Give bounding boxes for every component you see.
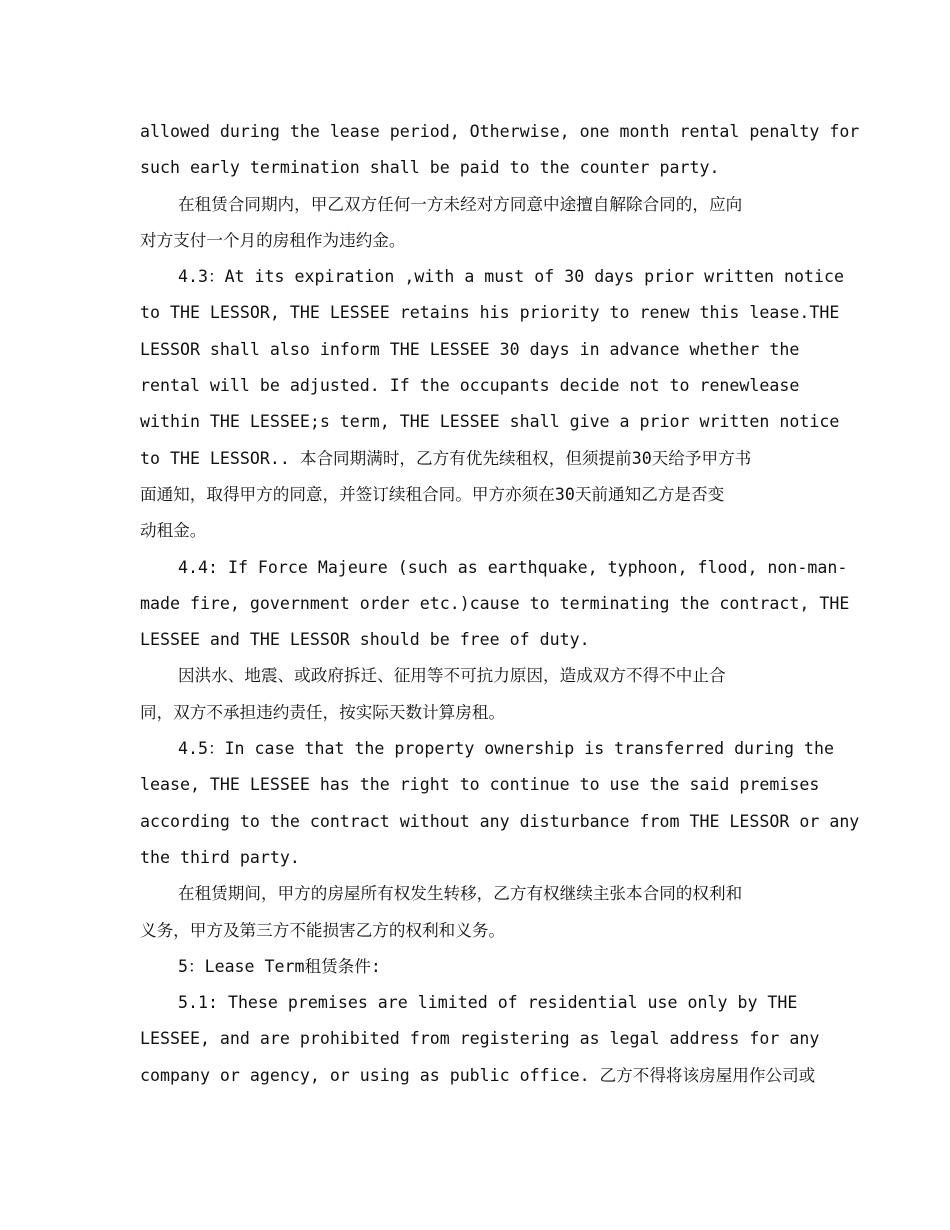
clause-4-3-heading: 4.3：At its expiration ,with a must of 30 days prior written notice	[178, 267, 844, 287]
text-line: 同，双方不承担违约责任，按实际天数计算房租。	[140, 702, 506, 722]
text-line: 对方支付一个月的房租作为违约金。	[140, 230, 406, 250]
clause-5-1-heading: 5.1: These premises are limited of residential use only by THE	[178, 993, 798, 1013]
clause-4-4-heading: 4.4: If Force Majeure (such as earthquake, typhoon, flood, non-man-	[178, 557, 848, 577]
text-line: within THE LESSEE;s term, THE LESSEE shall give a prior written notice	[140, 412, 840, 432]
text-line: lease, THE LESSEE has the right to continue to use the said premises	[140, 775, 820, 795]
text-line: LESSEE and THE LESSOR should be free of duty.	[140, 630, 590, 650]
text-line: rental will be adjusted. If the occupants decide not to renewlease	[140, 376, 800, 396]
text-line: the third party.	[140, 847, 300, 867]
clause-4-5-heading: 4.5：In case that the property ownership is transferred during the	[178, 739, 834, 759]
text-line: 动租金。	[140, 521, 207, 541]
text-line: LESSOR shall also inform THE LESSEE 30 days in advance whether the	[140, 339, 800, 359]
text-line: LESSEE, and are prohibited from registering as legal address for any	[140, 1029, 820, 1049]
text-line: to THE LESSOR.. 本合同期满时，乙方有优先续租权，但须提前30天给予甲方书	[140, 448, 752, 468]
text-line: allowed during the lease period, Otherwise, one month rental penalty for	[140, 122, 860, 141]
text-line: 义务，甲方及第三方不能损害乙方的权利和义务。	[140, 920, 506, 940]
text-line: 在租赁期间，甲方的房屋所有权发生转移，乙方有权继续主张本合同的权利和	[178, 884, 743, 904]
text-line: such early termination shall be paid to the counter party.	[140, 158, 720, 178]
document-body	[140, 114, 860, 1094]
text-line: company or agency, or using as public office. 乙方不得将该房屋用作公司或	[140, 1065, 816, 1085]
text-line: 在租赁合同期内，甲乙双方任何一方未经对方同意中途擅自解除合同的，应向	[178, 194, 743, 214]
text-line: according to the contract without any disturbance from THE LESSOR or any	[140, 811, 860, 831]
text-line: 面通知，取得甲方的同意，并签订续租合同。甲方亦须在30天前通知乙方是否变	[140, 484, 725, 504]
text-line: 因洪水、地震、或政府拆迁、征用等不可抗力原因，造成双方不得不中止合	[178, 666, 726, 686]
text-line: made fire, government order etc.)cause to terminating the contract, THE	[140, 593, 850, 613]
section-5-heading: 5：Lease Term租赁条件:	[178, 956, 381, 976]
text-line: to THE LESSOR, THE LESSEE retains his priority to renew this lease.THE	[140, 303, 840, 323]
